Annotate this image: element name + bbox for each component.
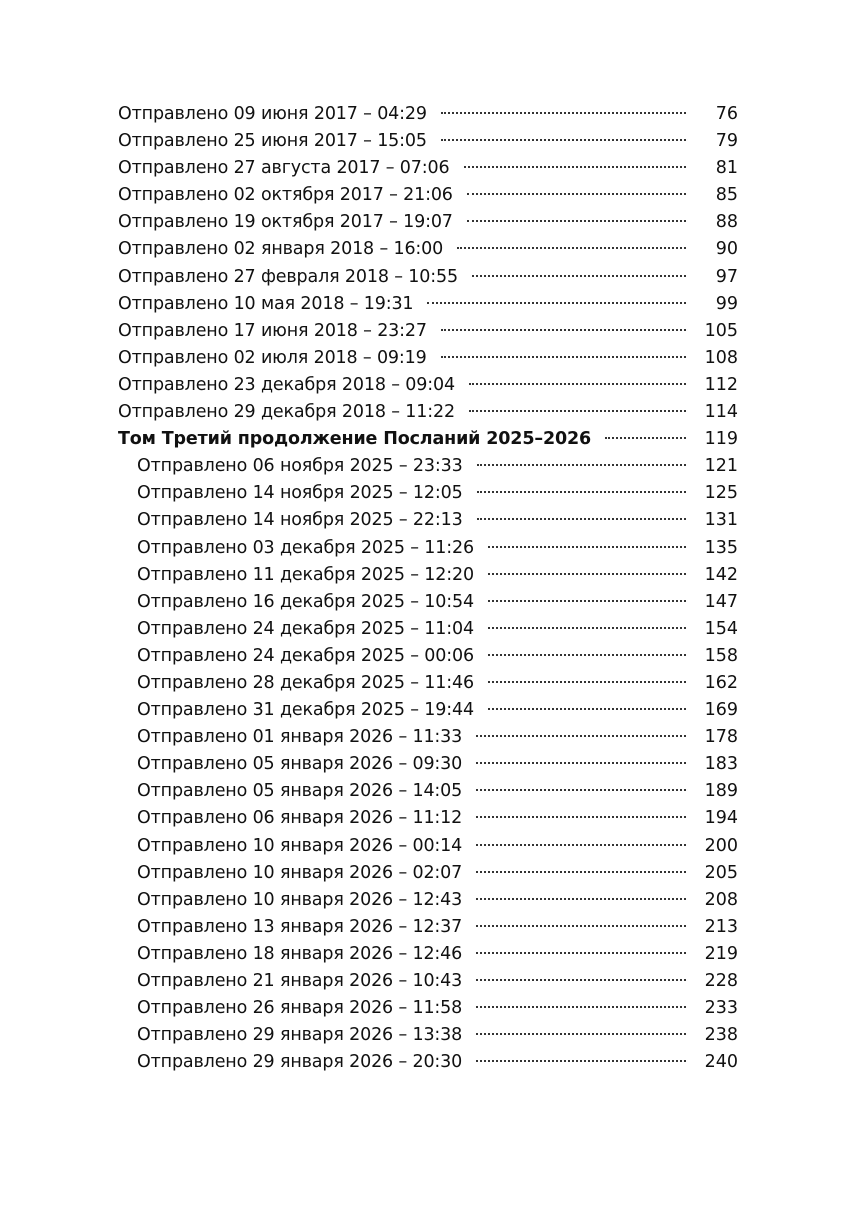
dot-leader (488, 573, 686, 575)
dot-leader (476, 898, 686, 900)
toc-entry-title: Отправлено 25 июня 2017 – 15:05 (118, 131, 427, 152)
toc-entry[interactable] (118, 264, 738, 291)
toc-entry[interactable] (118, 670, 738, 697)
toc-entry-title: Отправлено 10 января 2026 – 00:14 (137, 835, 463, 856)
dot-leader (441, 112, 686, 114)
toc-page-number: 125 (704, 483, 738, 504)
dot-leader (477, 464, 686, 466)
toc-entry[interactable] (118, 724, 738, 751)
toc-entry-title: Отправлено 13 января 2026 – 12:37 (137, 916, 463, 937)
dot-leader (476, 789, 686, 791)
toc-entry-title: Отправлено 29 января 2026 – 13:38 (137, 1025, 463, 1046)
dot-leader (469, 410, 686, 412)
toc-entry-title: Отправлено 26 января 2026 – 11:58 (137, 998, 463, 1019)
toc-entry[interactable] (118, 1022, 738, 1049)
toc-entry-title: Отправлено 17 июня 2018 – 23:27 (118, 320, 427, 341)
toc-entry-title: Отправлено 14 ноября 2025 – 12:05 (137, 483, 463, 504)
toc-entry-title: Отправлено 27 августа 2017 – 07:06 (118, 158, 450, 179)
dot-leader (457, 247, 686, 249)
dot-leader (476, 979, 686, 981)
toc-entry-title: Отправлено 10 января 2026 – 02:07 (137, 862, 463, 883)
toc-entry-title: Отправлено 24 декабря 2025 – 00:06 (137, 645, 474, 666)
toc-entry-title: Отправлено 06 ноября 2025 – 23:33 (137, 456, 463, 477)
toc-entry[interactable] (118, 372, 738, 399)
dot-leader (441, 356, 686, 358)
toc-entry-title: Отправлено 05 января 2026 – 09:30 (137, 754, 463, 775)
toc-entry[interactable] (118, 155, 738, 182)
toc-page-number: 194 (704, 808, 738, 829)
dot-leader (488, 708, 686, 710)
toc-entry[interactable] (118, 1049, 738, 1076)
toc-entry-title: Отправлено 24 декабря 2025 – 11:04 (137, 618, 474, 639)
toc-page-number: 169 (704, 700, 738, 721)
toc-entry-title: Том Третий продолжение Посланий 2025–2026 (118, 429, 592, 450)
toc-entry-title: Отправлено 14 ноября 2025 – 22:13 (137, 510, 463, 531)
toc-page-number: 162 (704, 672, 738, 693)
toc-entry[interactable] (118, 291, 738, 318)
dot-leader (427, 302, 686, 304)
toc-entry[interactable] (118, 236, 738, 263)
dot-leader (476, 1033, 686, 1035)
toc-entry-title: Отправлено 29 января 2026 – 20:30 (137, 1052, 463, 1073)
dot-leader (605, 437, 686, 439)
dot-leader (476, 816, 686, 818)
toc-page-number: 135 (704, 537, 738, 558)
toc-page-number: 99 (715, 293, 738, 314)
toc-entry[interactable] (118, 182, 738, 209)
toc-entry[interactable] (118, 399, 738, 426)
toc-entry-title: Отправлено 05 января 2026 – 14:05 (137, 781, 463, 802)
toc-entry[interactable] (118, 995, 738, 1022)
toc-entry[interactable] (118, 914, 738, 941)
toc-entry[interactable] (118, 860, 738, 887)
toc-entry-title: Отправлено 11 декабря 2025 – 12:20 (137, 564, 474, 585)
dot-leader (476, 1006, 686, 1008)
toc-page-number: 147 (704, 591, 738, 612)
table-of-contents (118, 101, 738, 1076)
toc-page-number: 97 (715, 266, 738, 287)
toc-entry[interactable] (118, 805, 738, 832)
dot-leader (441, 329, 686, 331)
toc-entry-title: Отправлено 10 января 2026 – 12:43 (137, 889, 463, 910)
toc-page-number: 81 (715, 158, 738, 179)
toc-entry-title: Отправлено 03 декабря 2025 – 11:26 (137, 537, 474, 558)
toc-page-number: 108 (704, 347, 738, 368)
toc-page-number: 240 (704, 1052, 738, 1073)
toc-entry-title: Отправлено 28 декабря 2025 – 11:46 (137, 672, 474, 693)
dot-leader (467, 220, 686, 222)
toc-entry[interactable] (118, 697, 738, 724)
toc-page-number: 219 (704, 943, 738, 964)
toc-page-number: 76 (715, 104, 738, 124)
dot-leader (488, 546, 686, 548)
toc-entry[interactable] (118, 128, 738, 155)
toc-page-number: 85 (715, 185, 738, 206)
toc-entry-title: Отправлено 19 октября 2017 – 19:07 (118, 212, 453, 233)
toc-entry[interactable] (118, 887, 738, 914)
toc-entry[interactable] (118, 562, 738, 589)
toc-page-number: 88 (715, 212, 738, 233)
toc-page-number: 142 (704, 564, 738, 585)
toc-entry-title: Отправлено 29 декабря 2018 – 11:22 (118, 402, 455, 423)
toc-entry[interactable] (118, 833, 738, 860)
toc-entry[interactable] (118, 318, 738, 345)
dot-leader (472, 275, 686, 277)
toc-entry-title: Отправлено 01 января 2026 – 11:33 (137, 727, 463, 748)
toc-entry-title: Отправлено 16 декабря 2025 – 10:54 (137, 591, 474, 612)
dot-leader (488, 627, 686, 629)
dot-leader (488, 681, 686, 683)
toc-entry-title: Отправлено 09 июня 2017 – 04:29 (118, 104, 427, 124)
toc-entry[interactable] (118, 778, 738, 805)
dot-leader (476, 925, 686, 927)
toc-entry-title: Отправлено 02 октября 2017 – 21:06 (118, 185, 453, 206)
dot-leader (467, 193, 686, 195)
toc-entry[interactable] (118, 968, 738, 995)
toc-entry-title: Отправлено 23 декабря 2018 – 09:04 (118, 374, 455, 395)
toc-page-number: 208 (704, 889, 738, 910)
toc-page-number: 119 (704, 429, 738, 450)
dot-leader (488, 600, 686, 602)
toc-entry-title: Отправлено 02 января 2018 – 16:00 (118, 239, 444, 260)
toc-entry[interactable] (118, 453, 738, 480)
dot-leader (476, 844, 686, 846)
toc-page-number: 158 (704, 645, 738, 666)
toc-page-number: 90 (715, 239, 738, 260)
toc-page-number: 79 (715, 131, 738, 152)
toc-entry[interactable] (118, 535, 738, 562)
dot-leader (469, 383, 686, 385)
toc-page-number: 112 (704, 374, 738, 395)
toc-page-number: 233 (704, 998, 738, 1019)
toc-entry[interactable] (118, 941, 738, 968)
dot-leader (476, 871, 686, 873)
toc-entry[interactable] (118, 751, 738, 778)
toc-page-number: 178 (704, 727, 738, 748)
toc-entry[interactable] (118, 643, 738, 670)
dot-leader (476, 735, 686, 737)
toc-entry[interactable] (118, 345, 738, 372)
dot-leader (477, 518, 686, 520)
dot-leader (476, 952, 686, 954)
dot-leader (476, 1060, 686, 1062)
toc-entry-title: Отправлено 06 января 2026 – 11:12 (137, 808, 463, 829)
toc-entry[interactable] (118, 101, 738, 128)
toc-entry-title: Отправлено 21 января 2026 – 10:43 (137, 971, 463, 991)
toc-page-number: 154 (704, 618, 738, 639)
toc-page-number: 205 (704, 862, 738, 883)
toc-page-number: 200 (704, 835, 738, 856)
toc-entry[interactable] (118, 616, 738, 643)
toc-entry[interactable] (118, 480, 738, 507)
toc-page-number: 228 (704, 971, 738, 991)
toc-entry-title: Отправлено 10 мая 2018 – 19:31 (118, 293, 414, 314)
dot-leader (464, 166, 687, 168)
toc-page-number: 238 (704, 1025, 738, 1046)
toc-page-number: 121 (704, 456, 738, 477)
toc-entry-title: Отправлено 18 января 2026 – 12:46 (137, 943, 463, 964)
dot-leader (488, 654, 686, 656)
toc-page-number: 105 (704, 320, 738, 341)
toc-page-number: 213 (704, 916, 738, 937)
toc-entry-title: Отправлено 27 февраля 2018 – 10:55 (118, 266, 458, 287)
toc-entry-title: Отправлено 02 июля 2018 – 09:19 (118, 347, 427, 368)
toc-entry[interactable] (118, 209, 738, 236)
dot-leader (441, 139, 686, 141)
toc-page-number: 131 (704, 510, 738, 531)
toc-page-number: 114 (704, 402, 738, 423)
toc-entry-title: Отправлено 31 декабря 2025 – 19:44 (137, 700, 474, 721)
toc-entry[interactable] (118, 507, 738, 534)
toc-page-number: 189 (704, 781, 738, 802)
dot-leader (476, 762, 686, 764)
toc-section-heading[interactable] (118, 426, 738, 453)
toc-entry[interactable] (118, 589, 738, 616)
dot-leader (477, 491, 686, 493)
toc-page-number: 183 (704, 754, 738, 775)
